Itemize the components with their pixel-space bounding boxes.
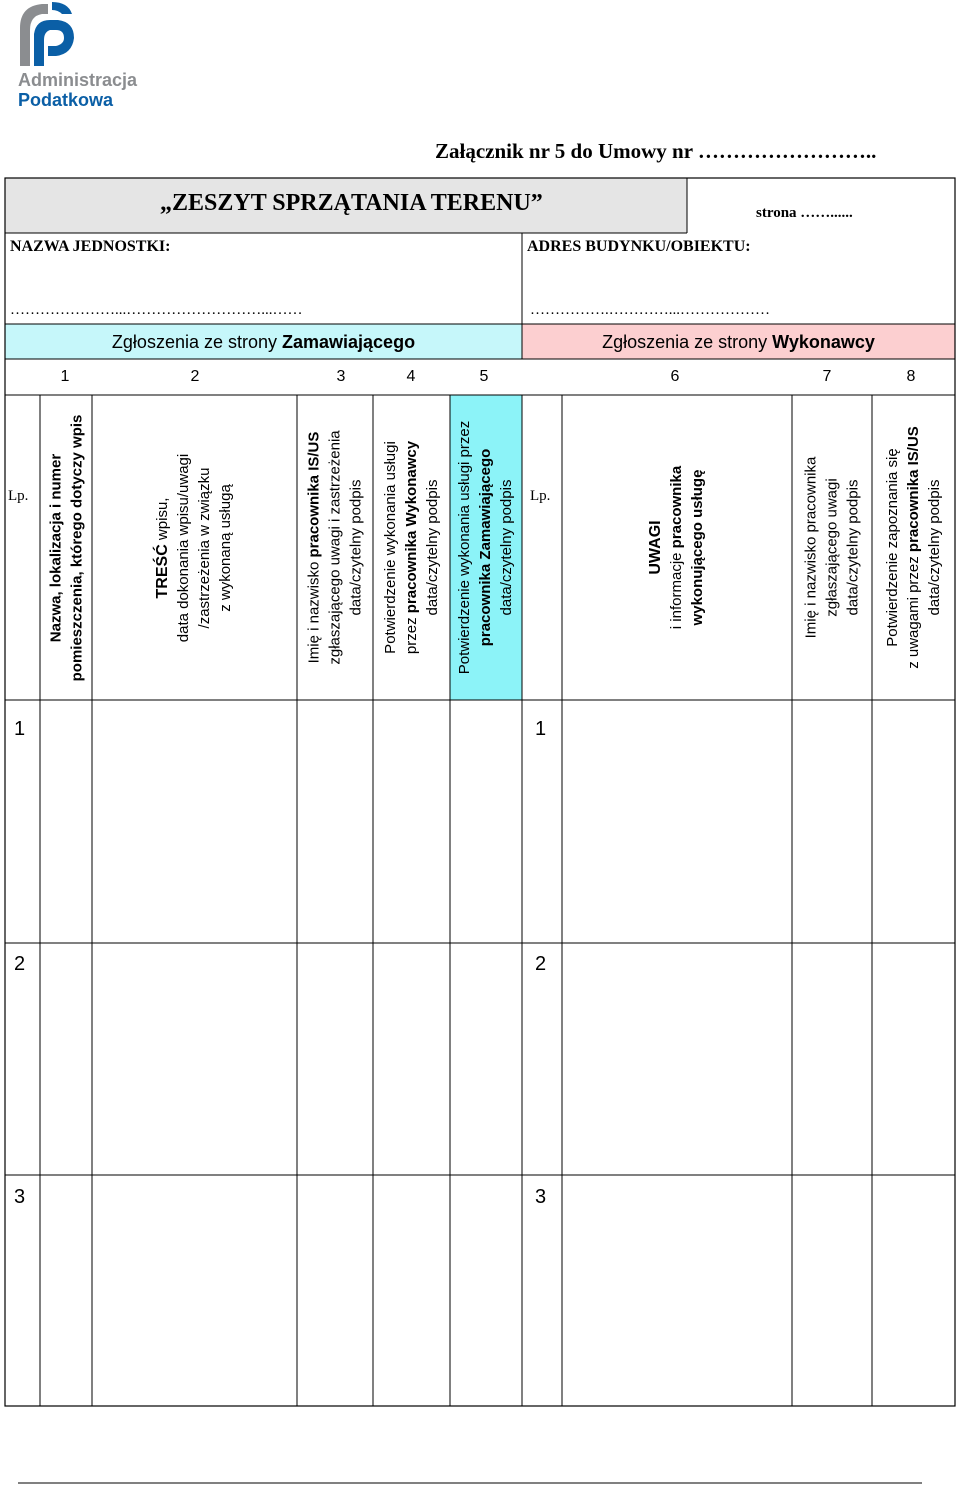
row-number-left: 1 <box>14 718 26 740</box>
lp-right-header: Lp. <box>530 488 551 504</box>
header-contractor-confirm-line3: data/czytelny podpis <box>424 479 441 616</box>
header-worker-line1: Imię i nazwisko pracownika <box>802 456 820 639</box>
row-number-right: 2 <box>535 953 547 975</box>
contractor-section-label <box>522 327 955 357</box>
header-location-line1: Nazwa, lokalizacja i numer <box>47 453 65 642</box>
client-section-prefix: Zgłoszenia ze strony <box>111 332 282 352</box>
row-number-right: 1 <box>535 718 547 740</box>
client-section-name: Zamawiającego <box>282 332 416 352</box>
header-worker-line2: zgłaszającego uwagi <box>823 478 841 617</box>
page-number: strona ……...... <box>756 205 853 221</box>
col-number-4: 4 <box>406 368 416 385</box>
annex-title: Załącznik nr 5 do Umowy nr …………………….. <box>435 139 877 163</box>
header-location <box>40 395 92 700</box>
lp-left-header: Lp. <box>8 488 29 504</box>
header-content-title-suffix: wpisu, <box>154 497 172 544</box>
header-acknowledge <box>872 395 955 700</box>
unit-value-dots[interactable]: …………………...………………………...…… <box>10 302 303 318</box>
header-contractor-confirm-line2b: pracownika Wykonawcy <box>403 440 420 614</box>
contractor-section-name: Wykonawcy <box>772 332 875 352</box>
header-client-confirm-line2: pracownika Zamawiającego <box>477 448 495 647</box>
header-acknowledge-line2a: z uwagami przez <box>905 552 922 669</box>
header-worker-line3: data/czytelny podpis <box>844 479 862 616</box>
header-reporter <box>297 395 373 700</box>
header-remarks-line1: UWAGI <box>647 520 665 575</box>
header-location-line2: pomieszczenia, którego dotyczy wpis <box>68 414 86 681</box>
header-remarks-line3: wykonującego usługę <box>689 469 707 626</box>
header-content-line4: z wykonaną usługą <box>217 483 235 612</box>
client-section-label <box>5 327 522 357</box>
header-worker <box>792 395 872 700</box>
col-number-5: 5 <box>479 368 489 385</box>
header-contractor-confirm <box>373 395 450 700</box>
col-number-7: 7 <box>822 368 832 385</box>
header-acknowledge-line3: data/czytelny podpis <box>926 479 943 616</box>
col-number-6: 6 <box>670 368 680 385</box>
header-client-confirm <box>450 395 522 700</box>
header-reporter-line2: zgłaszającego uwagi i zastrzeżenia <box>326 430 344 665</box>
row-number-left: 3 <box>14 1186 26 1208</box>
header-reporter-line1b: pracownika IS/US <box>305 431 323 558</box>
col-number-2: 2 <box>190 368 200 385</box>
col-number-8: 8 <box>906 368 916 385</box>
header-remarks-line2a: i informacje <box>668 548 686 630</box>
col-number-1: 1 <box>60 368 70 385</box>
contractor-section-prefix: Zgłoszenia ze strony <box>602 332 773 352</box>
header-client-confirm-line1: Potwierdzenie wykonania usługi przez <box>456 420 474 675</box>
header-content-line2: data dokonania wpisu/uwagi <box>175 453 193 642</box>
header-contractor-confirm-line2a: przez <box>403 613 420 655</box>
header-contractor-confirm-line1: Potwierdzenie wykonania usługi <box>382 441 399 654</box>
col-number-3: 3 <box>336 368 346 385</box>
header-content <box>92 395 297 700</box>
logo-line1: Administracja <box>18 70 138 90</box>
header-client-confirm-line3: data/czytelny podpis <box>498 479 516 616</box>
row-number-right: 3 <box>535 1186 547 1208</box>
document-title: „ZESZYT SPRZĄTANIA TERENU” <box>160 190 543 216</box>
unit-label: NAZWA JEDNOSTKI: <box>10 238 171 255</box>
header-content-line3: /zastrzeżenia w związku <box>196 467 214 628</box>
row-number-left: 2 <box>14 953 26 975</box>
header-remarks <box>562 395 792 700</box>
header-reporter-line1a: Imię i nazwisko <box>305 557 323 664</box>
header-remarks-line2b: pracownika <box>668 465 686 549</box>
header-acknowledge-line2b: pracownika IS/US <box>905 426 922 553</box>
logo-line2: Podatkowa <box>18 90 114 110</box>
address-value-dots[interactable]: …………….…………...……………… <box>530 302 770 318</box>
header-content-title: TREŚĆ <box>154 543 172 598</box>
address-label: ADRES BUDYNKU/OBIEKTU: <box>527 238 751 255</box>
header-reporter-line3: data/czytelny podpis <box>347 479 365 616</box>
header-acknowledge-line1: Potwierdzenie zapoznania się <box>884 448 901 647</box>
